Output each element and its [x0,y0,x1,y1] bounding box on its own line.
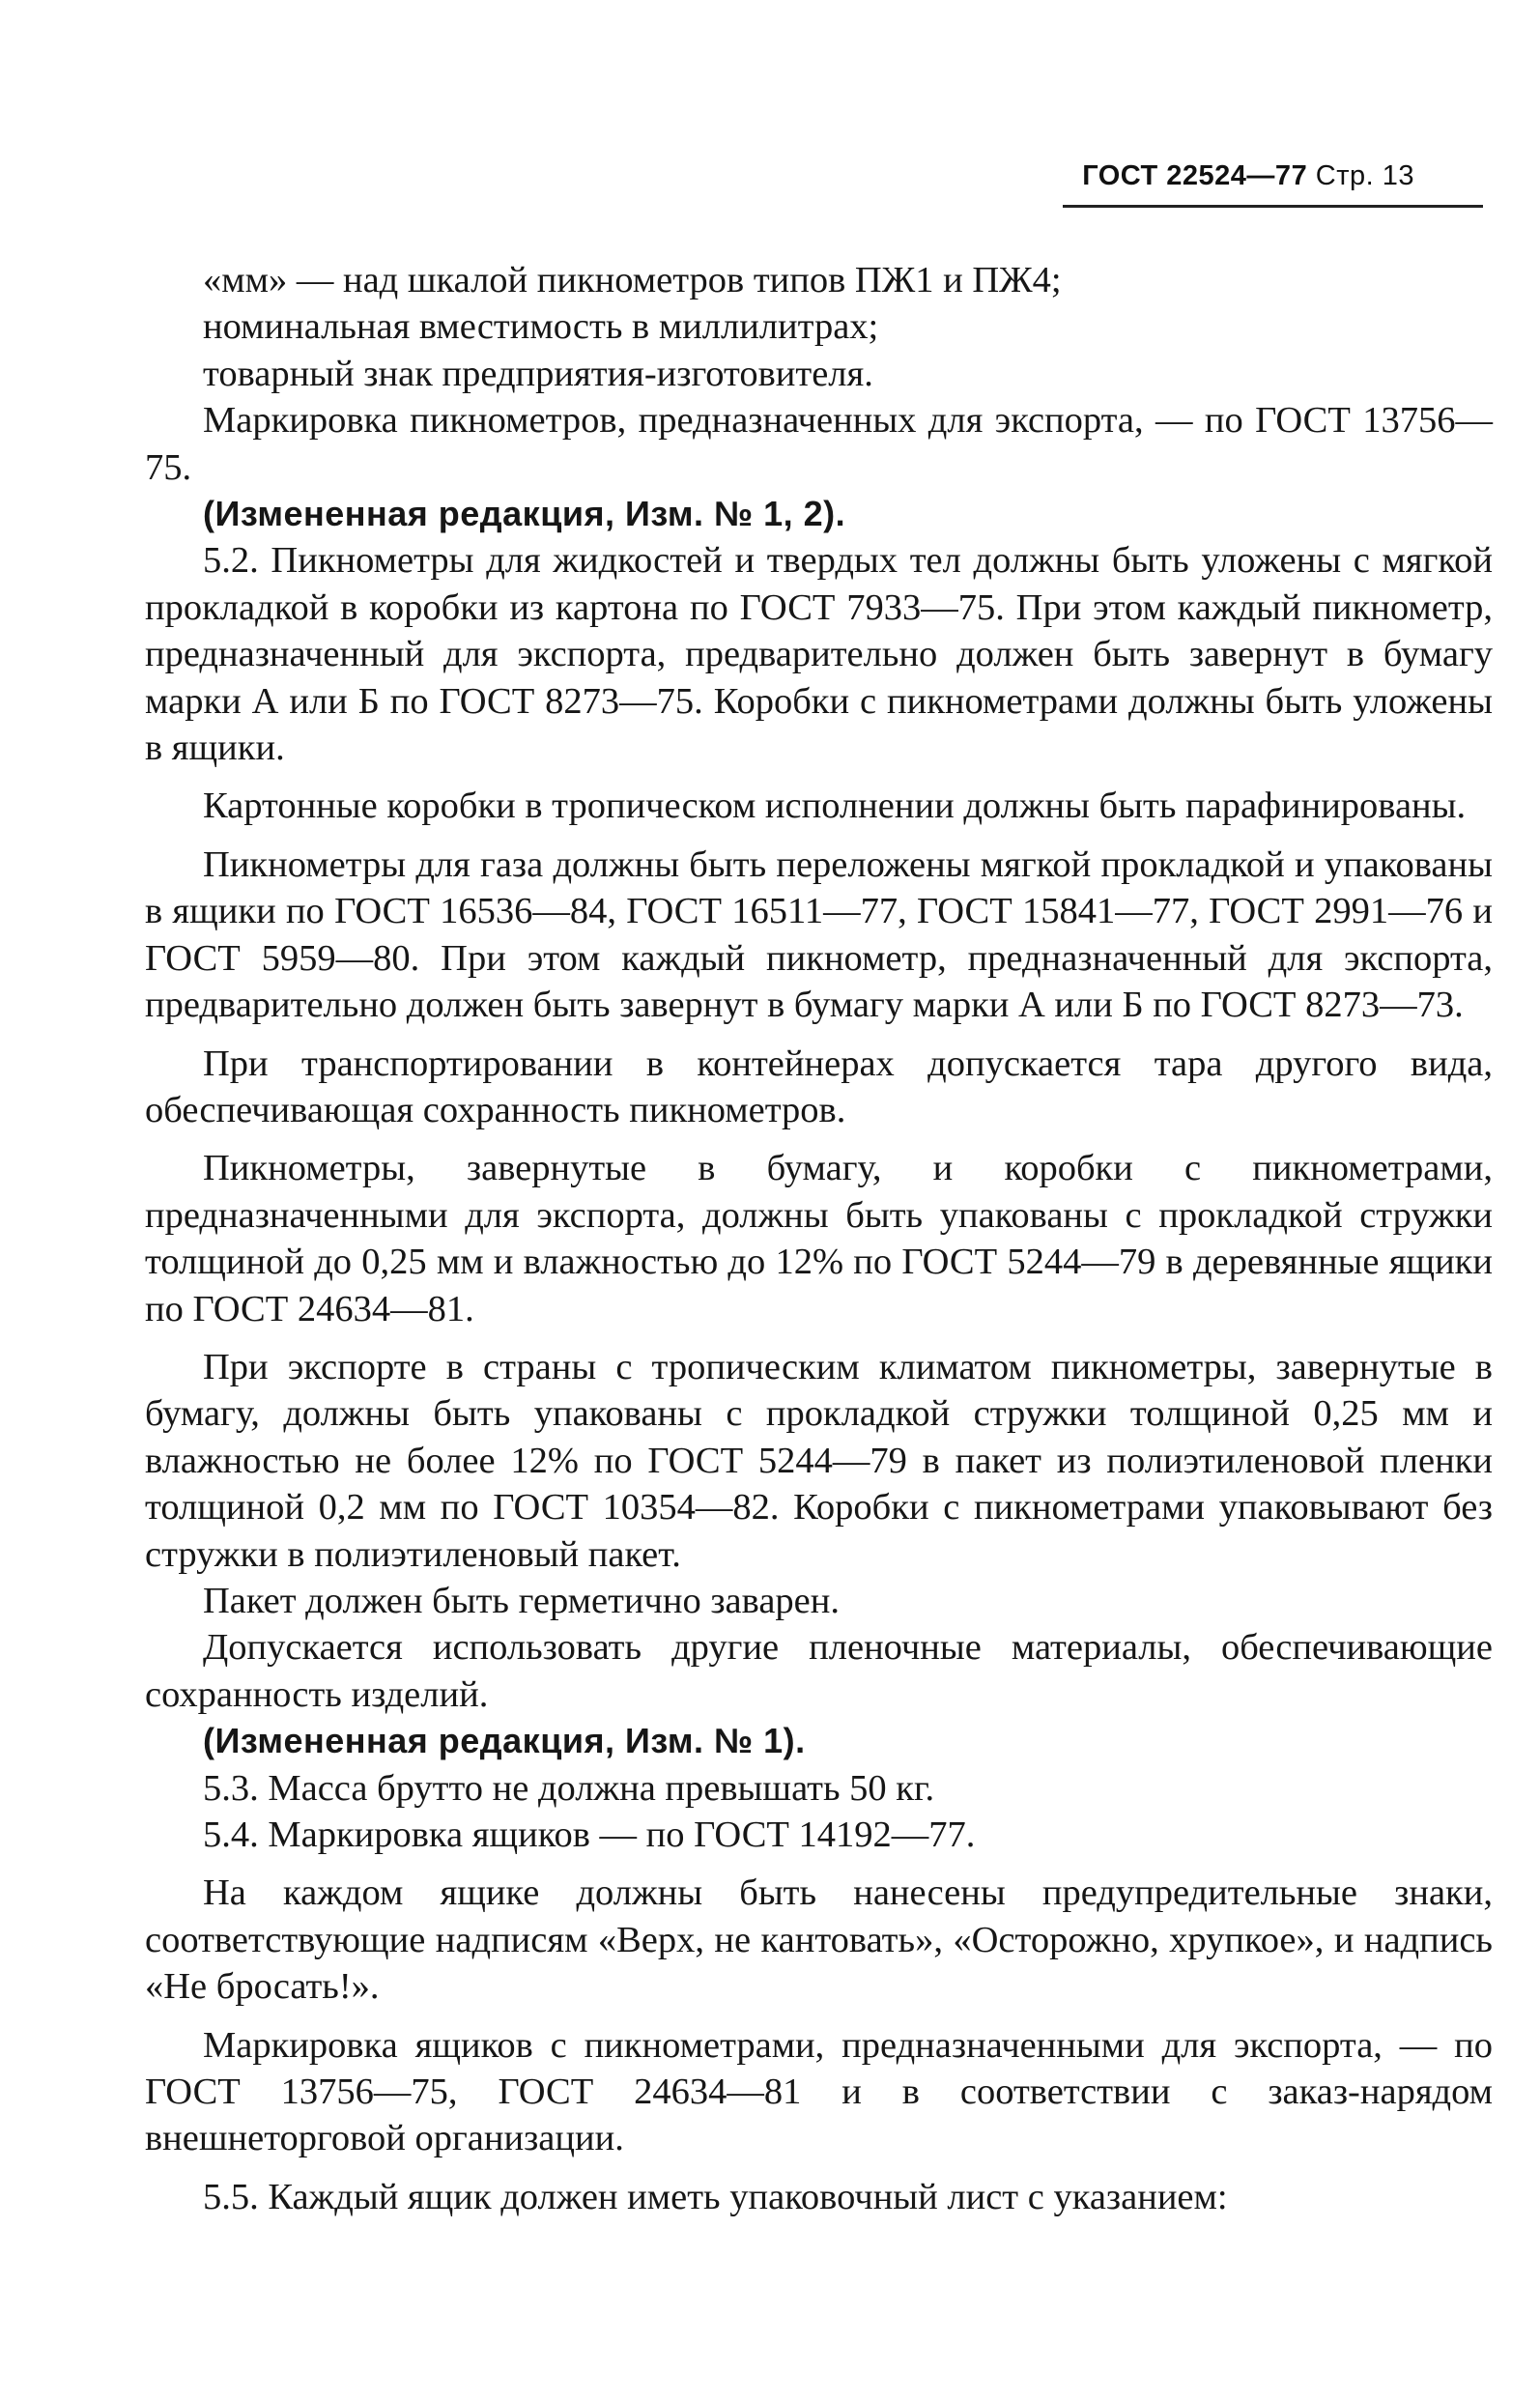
clause-5-2: 5.2. Пикнометры для жидкостей и твердых тел должны быть уложены с мягкой прокладкой в коробки из картона по ГОСТ 7933—75. При этом каждый пикнометр, предназначенный для экспорта, предварительно должен быть завернут в бумагу марки А или Б по ГОСТ 8273—75. Коробки с пикнометрами должны быть уложены в ящики. [145,540,1493,769]
paragraph: номинальная вместимость в миллилитрах; [203,306,879,348]
paragraph: Маркировка пикнометров, предназначенных для экспорта, — по ГОСТ 13756—75. [145,400,1493,488]
clause-5-4: 5.4. Маркировка ящиков — по ГОСТ 14192—77. [203,1814,976,1855]
page-header [1082,160,1414,192]
clause-5-5: 5.5. Каждый ящик должен иметь упаковочный лист с указанием: [203,2176,1228,2217]
paragraph: «мм» — над шкалой пикнометров типов ПЖ1 и ПЖ4; [203,260,1062,300]
amendment-note: (Измененная редакция, Изм. № 1). [203,1721,806,1761]
paragraph: На каждом ящике должны быть нанесены предупредительные знаки, соответствующие надписям «Верх, не кантовать», «Осторожно, хрупкое», и надпись «Не бросать!». [145,1872,1493,2008]
page-number: Стр. 13 [1315,160,1414,191]
paragraph: Пакет должен быть герметично заварен. [203,1580,840,1621]
document-code: ГОСТ 22524—77 [1082,160,1308,191]
header-rule [1063,205,1483,208]
document-body [145,257,1493,2220]
paragraph: При экспорте в страны с тропическим климатом пикнометры, завернутые в бумагу, должны быть упакованы с прокладкой стружки толщиной 0,25 мм и влажностью не более 12% по ГОСТ 5244—79 в пакет из полиэтиленовой пленки толщиной 0,2 мм по ГОСТ 10354—82. Коробки с пикнометрами упаковывают без стружки в полиэтиленовый пакет. [145,1346,1493,1575]
paragraph: Картонные коробки в тропическом исполнении должны быть парафинированы. [203,786,1467,827]
paragraph: Допускается использовать другие пленочные материалы, обеспечивающие сохранность изделий. [145,1627,1493,1715]
clause-5-3: 5.3. Масса брутто не должна превышать 50 кг. [203,1767,935,1809]
paragraph: Маркировка ящиков с пикнометрами, предназначенными для экспорта, — по ГОСТ 13756—75, ГОСТ 24634—81 и в соответствии с заказ-нарядом внешнеторговой организации. [145,2024,1493,2159]
paragraph: При транспортировании в контейнерах допускается тара другого вида, обеспечивающая сохранность пикнометров. [145,1043,1493,1130]
paragraph: Пикнометры, завернутые в бумагу, и коробки с пикнометрами, предназначенными для экспорта, должны быть упакованы с прокладкой стружки толщиной до 0,25 мм и влажностью до 12% по ГОСТ 5244—79 в деревянные ящики по ГОСТ 24634—81. [145,1148,1493,1329]
paragraph: Пикнометры для газа должны быть переложены мягкой прокладкой и упакованы в ящики по ГОСТ 16536—84, ГОСТ 16511—77, ГОСТ 15841—77, ГОСТ 2991—76 и ГОСТ 5959—80. При этом каждый пикнометр, предназначенный для экспорта, предварительно должен быть завернут в бумагу марки А или Б по ГОСТ 8273—73. [145,843,1493,1026]
amendment-note: (Измененная редакция, Изм. № 1, 2). [203,494,846,534]
paragraph: товарный знак предприятия-изготовителя. [203,353,873,394]
